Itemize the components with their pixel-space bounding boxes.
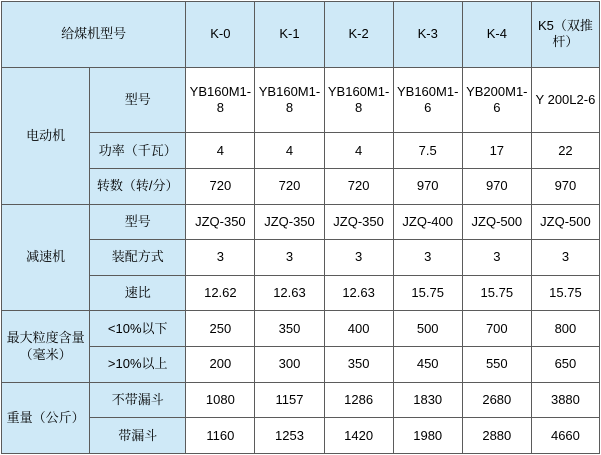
cell-weight-without-hopper-4: 2680 — [462, 382, 531, 418]
cell-motor-power-3: 7.5 — [393, 133, 462, 169]
row-label-weight-with-hopper: 带漏斗 — [90, 418, 186, 454]
cell-motor-model-5: Y 200L2-6 — [531, 67, 599, 133]
cell-reducer-model-0: JZQ-350 — [186, 204, 255, 240]
header-model-4: K-4 — [462, 2, 531, 68]
table-row — [2, 275, 600, 311]
cell-reducer-model-1: JZQ-350 — [255, 204, 324, 240]
feeder-specification-table — [1, 1, 600, 454]
table-row — [2, 240, 600, 276]
cell-reducer-assembly-1: 3 — [255, 240, 324, 276]
cell-weight-with-hopper-0: 1160 — [186, 418, 255, 454]
cell-motor-power-0: 4 — [186, 133, 255, 169]
cell-reducer-model-3: JZQ-400 — [393, 204, 462, 240]
cell-reducer-model-4: JZQ-500 — [462, 204, 531, 240]
cell-motor-speed-4: 970 — [462, 168, 531, 204]
cell-weight-with-hopper-2: 1420 — [324, 418, 393, 454]
cell-grain-below10-1: 350 — [255, 311, 324, 347]
cell-motor-speed-1: 720 — [255, 168, 324, 204]
cell-grain-below10-0: 250 — [186, 311, 255, 347]
table-row — [2, 382, 600, 418]
header-model-3: K-3 — [393, 2, 462, 68]
table-row — [2, 418, 600, 454]
cell-reducer-ratio-3: 15.75 — [393, 275, 462, 311]
table-row — [2, 311, 600, 347]
cell-motor-speed-3: 970 — [393, 168, 462, 204]
cell-motor-model-2: YB160M1-8 — [324, 67, 393, 133]
cell-grain-below10-5: 800 — [531, 311, 599, 347]
row-label-grain-below10: <10%以下 — [90, 311, 186, 347]
table-row — [2, 204, 600, 240]
cell-reducer-assembly-4: 3 — [462, 240, 531, 276]
cell-motor-model-4: YB200M1-6 — [462, 67, 531, 133]
cell-reducer-assembly-3: 3 — [393, 240, 462, 276]
cell-weight-without-hopper-0: 1080 — [186, 382, 255, 418]
cell-grain-above10-2: 350 — [324, 347, 393, 383]
cell-motor-model-1: YB160M1-8 — [255, 67, 324, 133]
cell-motor-power-1: 4 — [255, 133, 324, 169]
cell-motor-speed-5: 970 — [531, 168, 599, 204]
cell-weight-without-hopper-1: 1157 — [255, 382, 324, 418]
header-model-2: K-2 — [324, 2, 393, 68]
cell-motor-speed-0: 720 — [186, 168, 255, 204]
cell-weight-with-hopper-4: 2880 — [462, 418, 531, 454]
cell-reducer-ratio-5: 15.75 — [531, 275, 599, 311]
section-label-weight: 重量（公斤） — [2, 382, 90, 453]
cell-reducer-assembly-5: 3 — [531, 240, 599, 276]
cell-reducer-assembly-0: 3 — [186, 240, 255, 276]
cell-weight-with-hopper-5: 4660 — [531, 418, 599, 454]
cell-reducer-ratio-4: 15.75 — [462, 275, 531, 311]
cell-grain-above10-3: 450 — [393, 347, 462, 383]
cell-weight-with-hopper-3: 1980 — [393, 418, 462, 454]
header-model-5: K5（双推杆） — [531, 2, 599, 68]
cell-reducer-model-5: JZQ-500 — [531, 204, 599, 240]
row-label-motor-model: 型号 — [90, 67, 186, 133]
table-row — [2, 133, 600, 169]
cell-reducer-ratio-2: 12.63 — [324, 275, 393, 311]
cell-reducer-ratio-1: 12.63 — [255, 275, 324, 311]
section-label-motor: 电动机 — [2, 67, 90, 204]
header-model-1: K-1 — [255, 2, 324, 68]
table-row — [2, 168, 600, 204]
row-label-reducer-model: 型号 — [90, 204, 186, 240]
cell-motor-speed-2: 720 — [324, 168, 393, 204]
table-row — [2, 347, 600, 383]
header-model-0: K-0 — [186, 2, 255, 68]
cell-grain-below10-2: 400 — [324, 311, 393, 347]
cell-weight-with-hopper-1: 1253 — [255, 418, 324, 454]
cell-motor-power-4: 17 — [462, 133, 531, 169]
cell-motor-model-3: YB160M1-6 — [393, 67, 462, 133]
table-header-row — [2, 2, 600, 68]
section-label-reducer: 减速机 — [2, 204, 90, 311]
row-label-grain-above10: >10%以上 — [90, 347, 186, 383]
cell-weight-without-hopper-5: 3880 — [531, 382, 599, 418]
table-row — [2, 67, 600, 133]
section-label-max-grain-size: 最大粒度含量（毫米） — [2, 311, 90, 382]
row-label-motor-speed: 转数（转/分） — [90, 168, 186, 204]
cell-weight-without-hopper-3: 1830 — [393, 382, 462, 418]
cell-motor-model-0: YB160M1-8 — [186, 67, 255, 133]
cell-motor-power-2: 4 — [324, 133, 393, 169]
cell-grain-below10-4: 700 — [462, 311, 531, 347]
row-label-weight-without-hopper: 不带漏斗 — [90, 382, 186, 418]
cell-weight-without-hopper-2: 1286 — [324, 382, 393, 418]
cell-grain-above10-1: 300 — [255, 347, 324, 383]
cell-grain-above10-0: 200 — [186, 347, 255, 383]
cell-reducer-model-2: JZQ-350 — [324, 204, 393, 240]
cell-motor-power-5: 22 — [531, 133, 599, 169]
row-label-motor-power: 功率（千瓦） — [90, 133, 186, 169]
cell-grain-above10-4: 550 — [462, 347, 531, 383]
header-corner-label: 给煤机型号 — [2, 2, 186, 68]
cell-grain-below10-3: 500 — [393, 311, 462, 347]
row-label-reducer-assembly: 装配方式 — [90, 240, 186, 276]
row-label-reducer-ratio: 速比 — [90, 275, 186, 311]
cell-reducer-assembly-2: 3 — [324, 240, 393, 276]
cell-grain-above10-5: 650 — [531, 347, 599, 383]
cell-reducer-ratio-0: 12.62 — [186, 275, 255, 311]
